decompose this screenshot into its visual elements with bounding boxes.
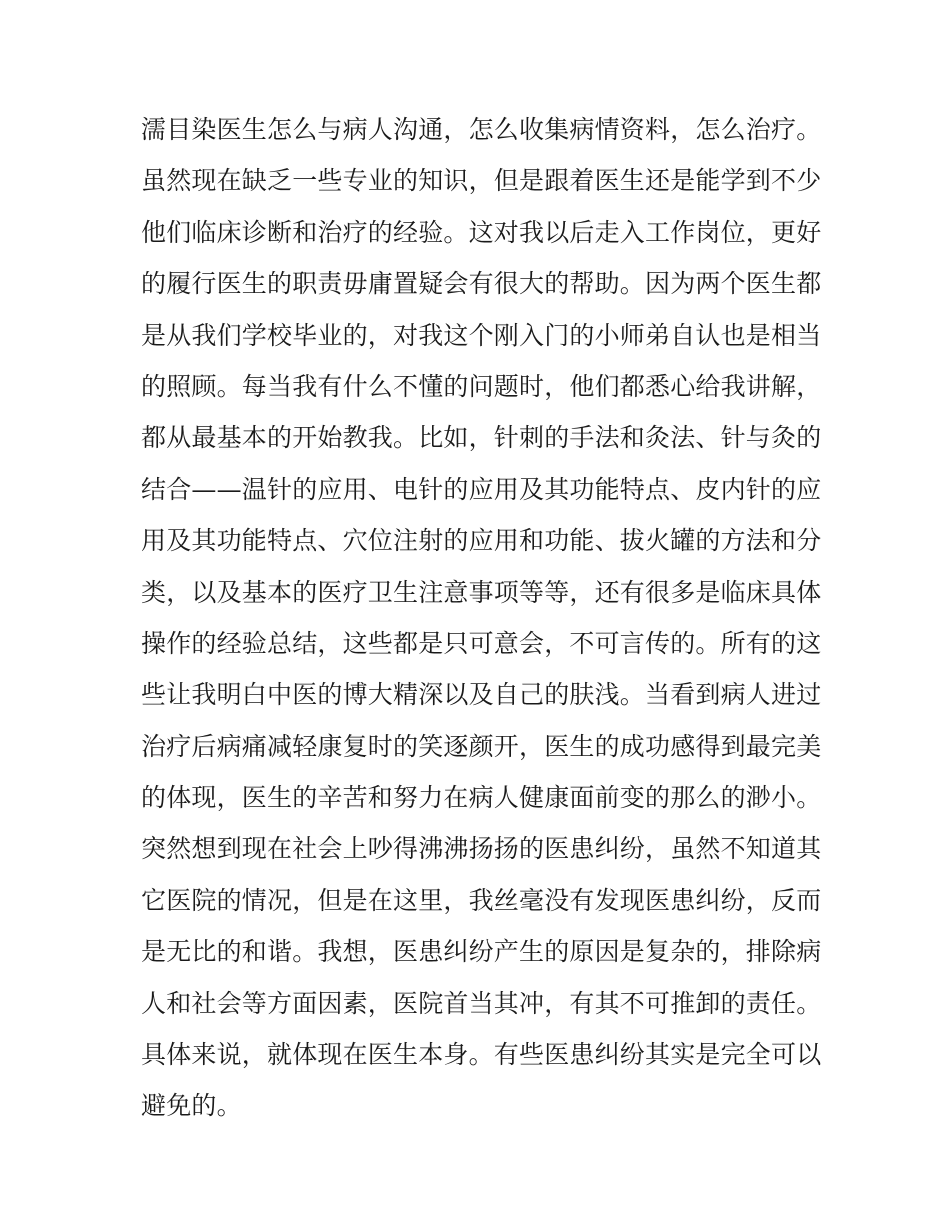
text-line: 虽然现在缺乏一些专业的知识，但是跟着医生还是能学到不少 [141, 166, 822, 196]
text-line: 的照顾。每当我有什么不懂的问题时，他们都悉心给我讲解， [141, 371, 822, 401]
text-line: 些让我明白中医的博大精深以及自己的肤浅。当看到病人进过 [141, 680, 822, 710]
text-line: 结合——温针的应用、电针的应用及其功能特点、皮内针的应 [141, 474, 822, 504]
text-line: 具体来说，就体现在医生本身。有些医患纠纷其实是完全可以 [141, 1040, 822, 1070]
text-line: 类，以及基本的医疗卫生注意事项等等，还有很多是临床具体 [141, 577, 822, 607]
text-line: 濡目染医生怎么与病人沟通，怎么收集病情资料，怎么治疗。 [141, 115, 822, 144]
text-line: 它医院的情况，但是在这里，我丝毫没有发现医患纠纷，反而 [141, 885, 822, 915]
text-line: 是从我们学校毕业的，对我这个刚入门的小师弟自认也是相当 [141, 320, 822, 350]
text-line: 避免的。 [141, 1091, 242, 1121]
text-line: 都从最基本的开始教我。比如，针刺的手法和灸法、针与灸的 [141, 423, 822, 453]
text-line: 他们临床诊断和治疗的经验。这对我以后走入工作岗位，更好 [141, 217, 822, 247]
text-line: 的履行医生的职责毋庸置疑会有很大的帮助。因为两个医生都 [141, 269, 822, 299]
text-line: 突然想到现在社会上吵得沸沸扬扬的医患纠纷，虽然不知道其 [141, 834, 822, 864]
text-line: 操作的经验总结，这些都是只可意会，不可言传的。所有的这 [141, 628, 822, 658]
text-line: 的体现，医生的辛苦和努力在病人健康面前变的那么的渺小。 [141, 783, 822, 813]
body-paragraph [141, 104, 821, 1132]
text-line: 治疗后病痛减轻康复时的笑逐颜开，医生的成功感得到最完美 [141, 731, 822, 761]
text-line: 是无比的和谐。我想，医患纠纷产生的原因是复杂的，排除病 [141, 937, 822, 967]
text-line: 人和社会等方面因素，医院首当其冲，有其不可推卸的责任。 [141, 988, 822, 1018]
text-line: 用及其功能特点、穴位注射的应用和功能、拔火罐的方法和分 [141, 526, 822, 556]
